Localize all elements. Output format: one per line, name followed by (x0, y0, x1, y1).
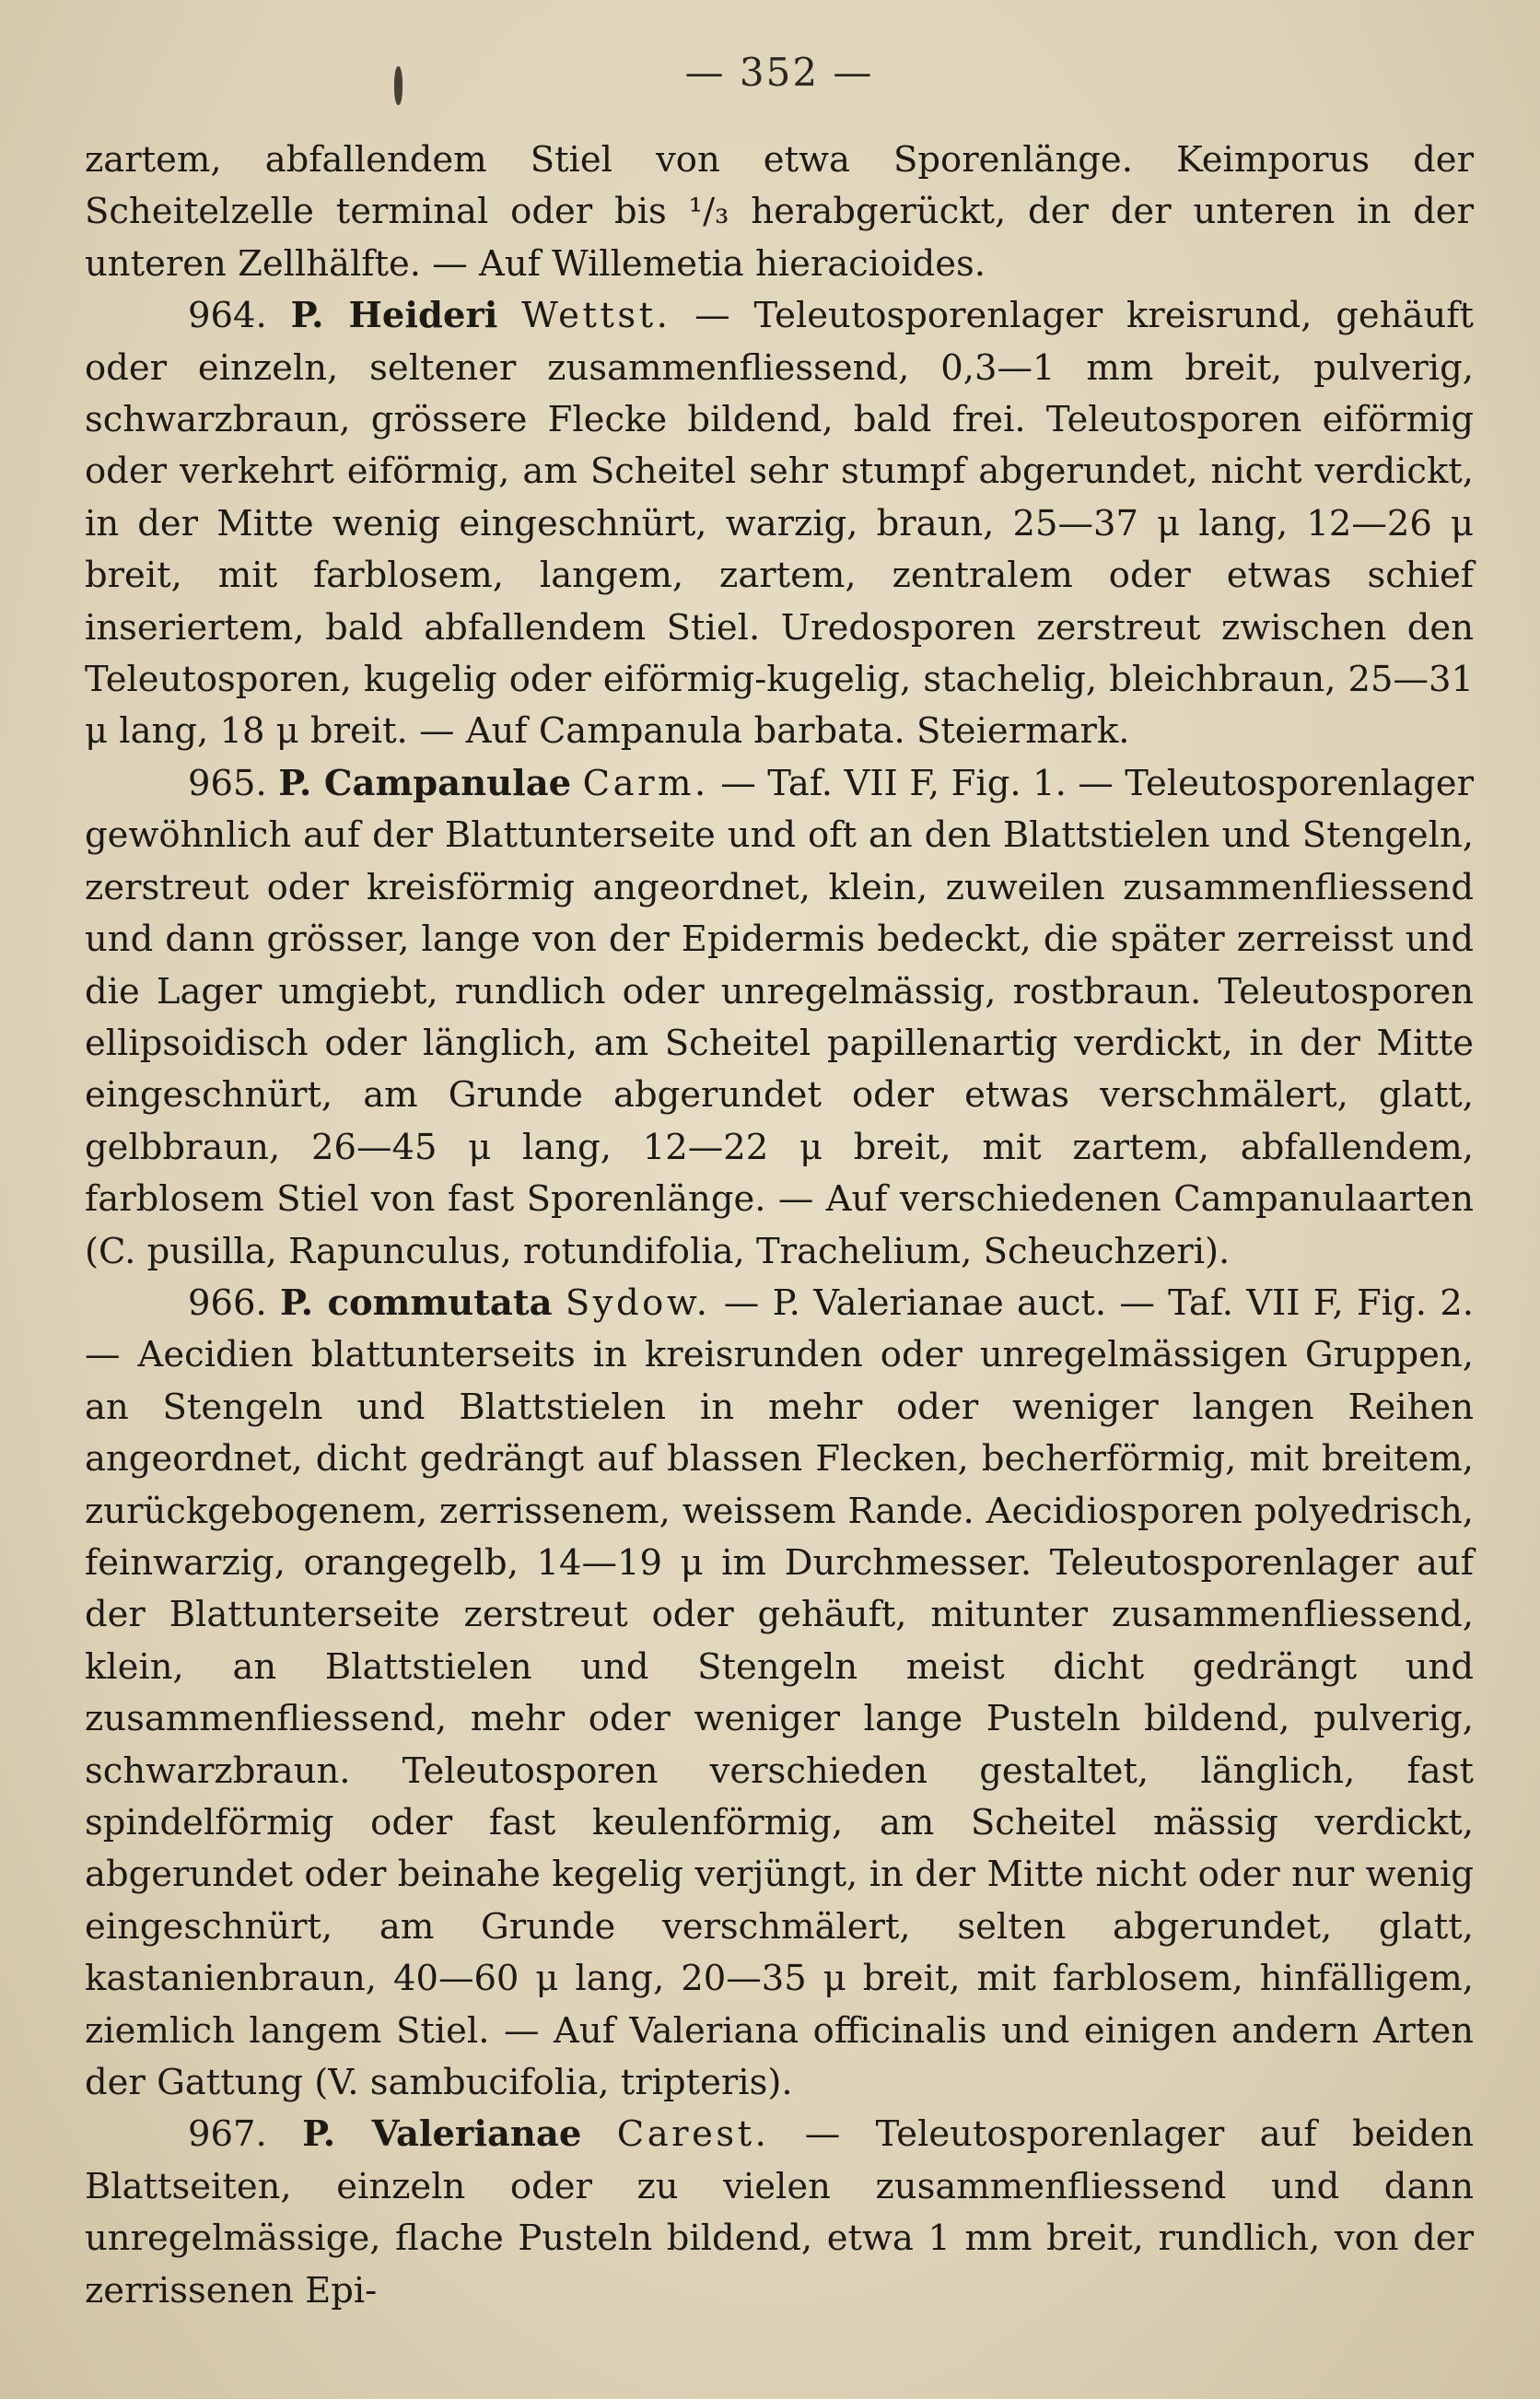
entry-number: 967. (188, 2113, 267, 2156)
species-name: P. Campanulae (278, 762, 572, 804)
species-author: Wettst. (521, 295, 671, 337)
entry-number: 965. (188, 762, 267, 804)
entry-966 (85, 1278, 1474, 2110)
paragraph-text: zartem, abfallendem Stiel von etwa Sporenlänge. Keimporus der Scheitelzelle terminal oder bis ¹/₃ herabgerückt, der der unteren in der unteren Zellhälfte. — Auf Willemetia hieracioides. (85, 139, 1474, 285)
species-name: P. Valerianae (302, 2113, 582, 2156)
paragraph-continuation (85, 135, 1474, 290)
entry-text: — Teleutosporenlager auf beiden Blattseiten, einzeln oder zu vielen zusammenfliessend und dann unregelmässige, flache Pusteln bildend, etwa 1 mm breit, rundlich, von der zerrissenen Epi- (85, 2113, 1475, 2311)
species-author: Carm. (582, 762, 709, 804)
entry-text: — Taf. VII F, Fig. 1. — Teleutosporenlager gewöhnlich auf der Blattunterseite und oft an den Blattstielen und Stengeln, zerstreut oder kreisförmig angeordnet, klein, zuweilen zusammenfliessend und dann grösser, lange von der Epidermis bedeckt, die später zerreisst und die Lager umgiebt, rundlich oder unregelmässig, rostbraun. Teleutosporen ellipsoidisch oder länglich, am Scheitel papillenartig verdickt, in der Mitte eingeschnürt, am Grunde abgerundet oder etwas verschmälert, glatt, gelbbraun, 26—45 μ lang, 12—22 μ breit, mit zartem, abfallendem, farblosem Stiel von fast Sporenlänge. — Auf verschiedenen Campanulaarten (C. pusilla, Rapunculus, rotundifolia, Trachelium, Scheuchzeri). (85, 762, 1474, 1272)
species-name: P. commutata (280, 1281, 553, 1324)
entry-number: 966. (188, 1281, 267, 1324)
species-author: Carest. (616, 2113, 770, 2156)
page-number: — 352 — (684, 50, 874, 95)
entry-text: — Teleutosporenlager kreisrund, gehäuft oder einzeln, seltener zusammenfliessend, 0,3—1 mm breit, pulverig, schwarzbraun, grössere Flecke bildend, bald frei. Teleutosporen eiförmig oder verkehrt eiförmig, am Scheitel sehr stumpf abgerundet, nicht verdickt, in der Mitte wenig eingeschnürt, warzig, braun, 25—37 μ lang, 12—26 μ breit, mit farblosem, langem, zartem, zentralem oder etwas schief inseriertem, bald abfallendem Stiel. Uredosporen zerstreut zwischen den Teleutosporen, kugelig oder eiförmig-kugelig, stachelig, bleichbraun, 25—31 μ lang, 18 μ breit. — Auf Campanula barbata. Steiermark. (85, 295, 1474, 753)
ink-speck (394, 66, 402, 105)
entry-965 (85, 758, 1474, 1278)
entry-text: — P. Valerianae auct. — Taf. VII F, Fig. 2. — Aecidien blattunterseits in kreisrunden oder unregelmässigen Gruppen, an Stengeln und Blattstielen in mehr oder weniger langen Reihen angeordnet, dicht gedrängt auf blassen Flecken, becherförmig, mit breitem, zurückgebogenem, zerrissenem, weissem Rande. Aecidiosporen polyedrisch, feinwarzig, orangegelb, 14—19 μ im Durchmesser. Teleutosporenlager auf der Blattunterseite zerstreut oder gehäuft, mitunter zusammenfliessend, klein, an Blattstielen und Stengeln meist dicht gedrängt und zusammenfliessend, mehr oder weniger lange Pusteln bildend, pulverig, schwarzbraun. Teleutosporen verschieden gestaltet, länglich, fast spindelförmig oder fast keulenförmig, am Scheitel mässig verdickt, abgerundet oder beinahe kegelig verjüngt, in der Mitte nicht oder nur wenig eingeschnürt, am Grunde verschmälert, selten abgerundet, glatt, kastanienbraun, 40—60 μ lang, 20—35 μ breit, mit farblosem, hinfälligem, ziemlich langem Stiel. — Auf Valeriana officinalis und einigen andern Arten der Gattung (V. sambucifolia, tripteris). (85, 1281, 1474, 2104)
page-body (85, 135, 1474, 2317)
entry-967 (85, 2109, 1474, 2317)
species-name: P. Heideri (290, 295, 498, 337)
entry-964 (85, 290, 1474, 758)
entry-number: 964. (188, 295, 267, 337)
species-author: Sydow. (565, 1281, 711, 1324)
